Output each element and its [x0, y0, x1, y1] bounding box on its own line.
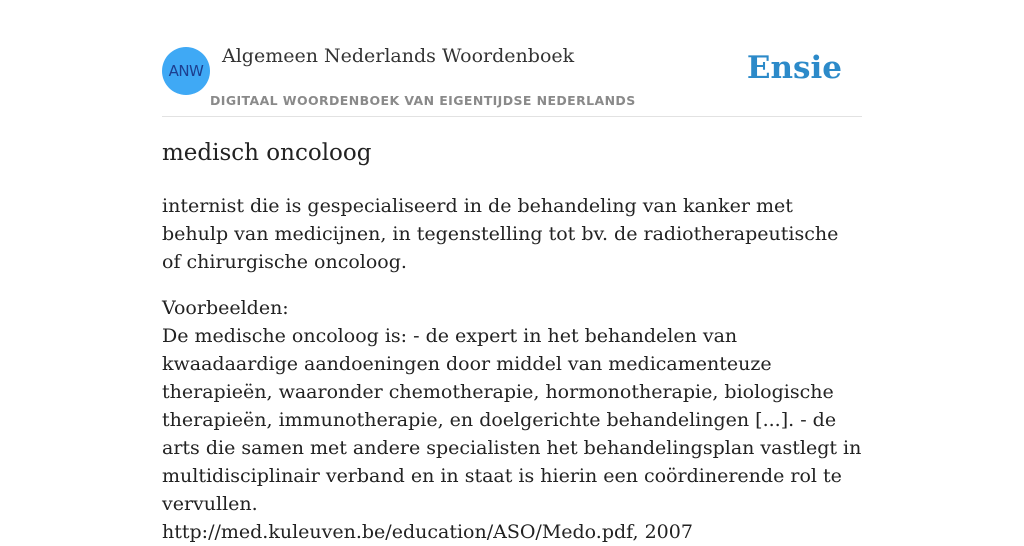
entry-headword: medisch oncoloog: [162, 140, 372, 166]
ensie-brand-link[interactable]: Ensie: [746, 50, 842, 86]
entry-examples: [162, 294, 862, 546]
example-text: De medische oncoloog is: - de expert in het behandelen van kwaadaardige aandoeningen door middel van medicamenteuze therapieën, waaronder chemotherapie, hormonotherapie, biologische therapieën, immunotherapie, en doelgerichte behandelingen [...]. - de arts die samen met andere specialisten het behandelingsplan vastlegt in multidisciplinair verband en in staat is hierin een coördinerende rol te vervullen.: [162, 325, 862, 515]
example-source: http://med.kuleuven.be/education/ASO/Medo.pdf, 2007: [162, 521, 693, 543]
examples-label: Voorbeelden:: [162, 297, 289, 319]
entry-definition: internist die is gespecialiseerd in de behandeling van kanker met behulp van medicijnen, in tegenstelling tot bv. de radiotherapeutische of chirurgische oncoloog.: [162, 195, 839, 273]
anw-logo[interactable]: [162, 47, 210, 95]
site-subtitle: DIGITAAL WOORDENBOEK VAN EIGENTIJDSE NEDERLANDS: [210, 93, 636, 108]
logo-text: ANW: [168, 62, 204, 80]
site-header: [162, 0, 862, 117]
site-title[interactable]: Algemeen Nederlands Woordenboek: [222, 45, 575, 67]
